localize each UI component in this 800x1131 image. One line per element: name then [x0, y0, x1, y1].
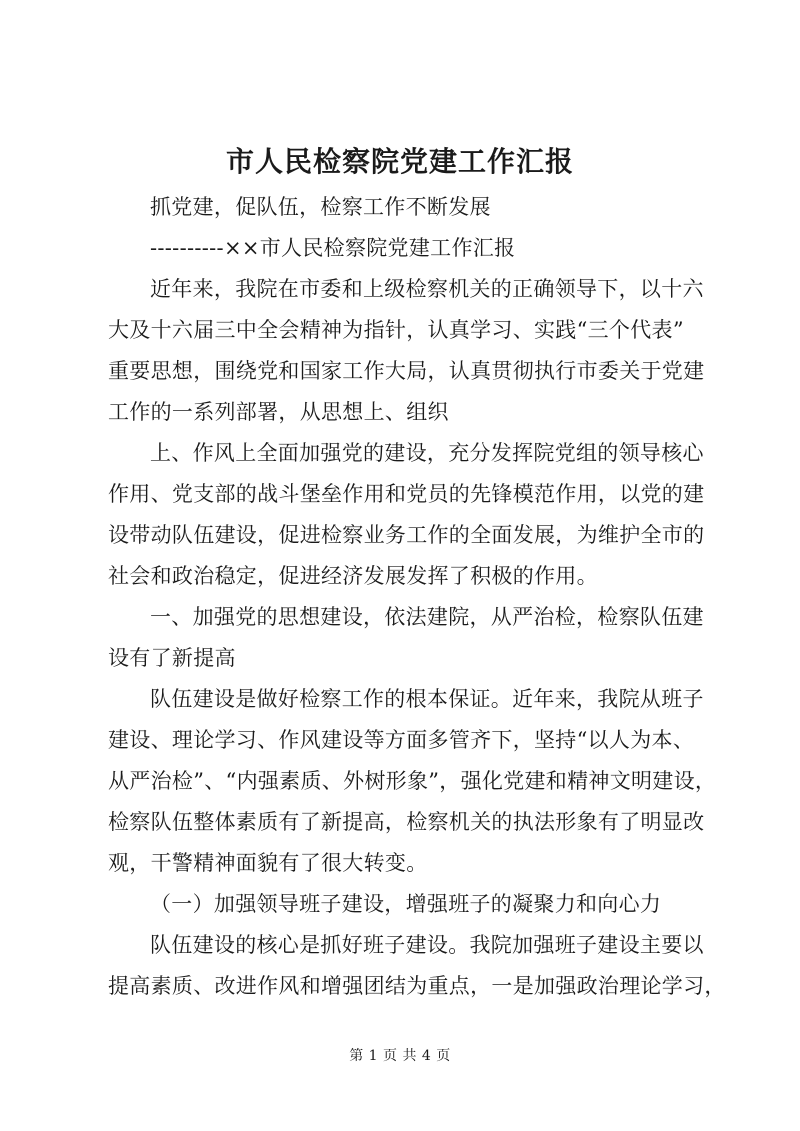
paragraph-line: 建设、理论学习、作风建设等方面多管齐下，坚持“以人为本、	[108, 728, 695, 752]
paragraph-line: 大及十六届三中全会精神为指针，认真学习、实践“三个代表”	[108, 318, 684, 342]
paragraph-line: 队伍建设是做好检察工作的根本保证。近年来，我院从班子	[150, 687, 704, 711]
paragraph-line: 设带动队伍建设，促进检察业务工作的全面发展，为维护全市的	[108, 523, 705, 547]
paragraph-line: 从严治检”、“内强素质、外树形象”，强化党建和精神文明建设，	[108, 769, 717, 793]
paragraph-line: 作用、党支部的战斗堡垒作用和党员的先锋模范作用，以党的建	[108, 482, 705, 506]
subtitle-line: 抓党建，促队伍，检察工作不断发展	[150, 195, 491, 219]
paragraph-line: 检察队伍整体素质有了新提高，检察机关的执法形象有了明显改	[108, 810, 705, 834]
subtitle-source-line: ----------××市人民检察院党建工作汇报	[150, 236, 516, 260]
paragraph-line: 重要思想，围绕党和国家工作大局，认真贯彻执行市委关于党建	[108, 359, 705, 383]
document-title: 市人民检察院党建工作汇报	[225, 145, 574, 178]
paragraph-line: 提高素质、改进作风和增强团结为重点，一是加强政治理论学习，	[108, 974, 726, 998]
paragraph-line: 近年来，我院在市委和上级检察机关的正确领导下，以十六	[150, 277, 704, 301]
section-heading-line: 设有了新提高	[108, 646, 236, 670]
paragraph-line: 上、作风上全面加强党的建设，充分发挥院党组的领导核心	[150, 441, 704, 465]
subsection-heading-line: （一）加强领导班子建设，增强班子的凝聚力和向心力	[150, 892, 662, 916]
paragraph-line: 社会和政治稳定，促进经济发展发挥了积极的作用。	[108, 564, 598, 588]
paragraph-line: 队伍建设的核心是抓好班子建设。我院加强班子建设主要以	[150, 933, 704, 957]
paragraph-line: 工作的一系列部署，从思想上、组织	[108, 400, 449, 424]
page-footer: 第 1 页 共 4 页	[349, 1048, 451, 1064]
section-heading-line: 一、加强党的思想建设，依法建院，从严治检，检察队伍建	[150, 605, 704, 629]
paragraph-line: 观，干警精神面貌有了很大转变。	[108, 851, 428, 875]
